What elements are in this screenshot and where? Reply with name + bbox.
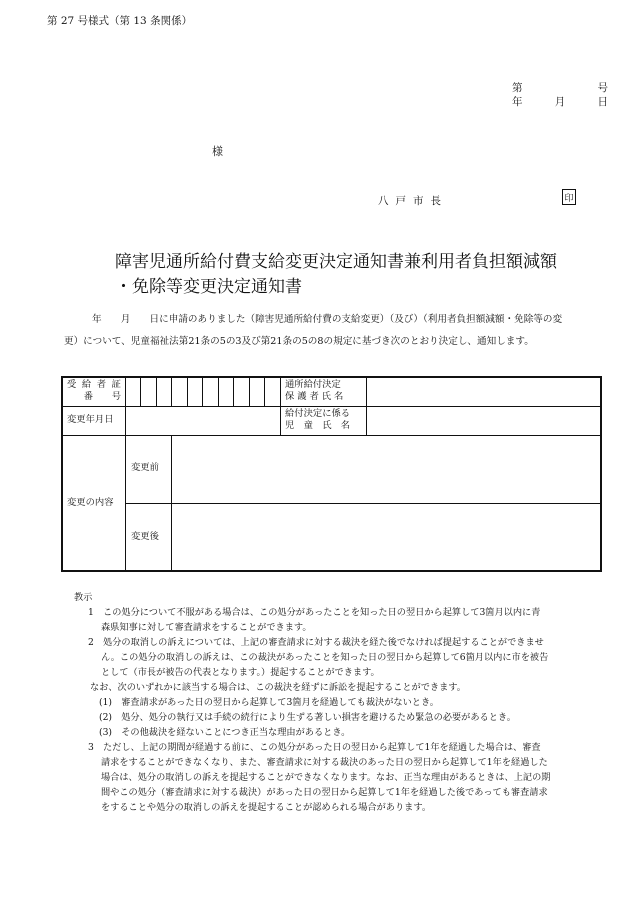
table-divider <box>280 378 281 435</box>
instruction-line: 場合は、処分の取消しの訴えを提起することができなくなります。なお、正当な理由があるときは、上記の期 <box>101 772 551 783</box>
guardian-name-label <box>285 379 363 403</box>
child-name-label-line2: 児 童 氏 名 <box>285 420 351 431</box>
instruction-line: (1) 審査請求があった日の翌日から起算して3箇月を経過しても裁決がないとき。 <box>99 697 439 708</box>
date-month-label: 月 <box>554 96 566 108</box>
table-divider <box>125 503 600 504</box>
instruction-line: として（市長が被告の代表となります。）提起することができます。 <box>101 667 380 678</box>
table-divider <box>125 378 126 570</box>
digit-box-divider <box>264 378 265 406</box>
body-text-line1: 年 月 日に申請のありました（障害児通所給付費の支給変更）（及び）（利用者負担額減額・免除等の変 <box>92 314 563 325</box>
instruction-line: 森県知事に対して審査請求をすることができます。 <box>101 622 312 633</box>
instruction-line: 間やこの処分（審査請求に対する裁決）があった日の翌日から起算して1年を経過した後であっても審査請求 <box>101 787 548 798</box>
digit-box-divider <box>140 378 141 406</box>
digit-box-divider <box>202 378 203 406</box>
digit-box-divider <box>156 378 157 406</box>
label-char: 受 <box>67 379 77 390</box>
addressee-suffix: 様 <box>212 145 223 158</box>
instruction-line: 1 この処分について不服がある場合は、この処分があったことを知った日の翌日から起算して3箇月以内に青 <box>88 607 541 618</box>
digit-box-divider <box>187 378 188 406</box>
issue-date-row <box>512 94 608 109</box>
instruction-line: 請求をすることができなくなり、また、審査請求に対する裁決のあった日の翌日から起算して1年を経過した <box>101 757 548 768</box>
guardian-name-label-line1: 通所給付決定 <box>285 379 341 390</box>
after-change-label: 変更後 <box>131 531 159 542</box>
body-text-line2: 更）について、児童福祉法第21条の5の3及び第21条の5の8の規定に基づき次のとおり決定し、通知します。 <box>64 336 534 347</box>
label-char: 証 <box>111 379 121 390</box>
date-year-label: 年 <box>512 96 523 108</box>
instruction-line: をすることや処分の取消しの訴えを提起することが認められる場合があります。 <box>101 802 432 813</box>
document-title-line1: 障害児通所給付費支給変更決定通知書兼利用者負担額減額 <box>115 252 557 272</box>
seal-mark: 印 <box>562 189 576 205</box>
change-content-label: 変更の内容 <box>67 497 114 508</box>
recipient-number-label-line1 <box>67 379 121 391</box>
digit-box-divider <box>233 378 234 406</box>
document-number-suffix: 号 <box>597 82 608 94</box>
table-divider <box>63 435 600 436</box>
recipient-number-label-line2: 番 号 <box>83 391 121 402</box>
recipient-number-label <box>67 379 121 403</box>
child-name-label <box>285 408 365 432</box>
before-change-label: 変更前 <box>131 462 159 473</box>
instruction-line: なお、次のいずれかに該当する場合は、この裁決を経ずに訴訟を提起することができます。 <box>90 682 466 693</box>
label-char: 者 <box>96 379 107 390</box>
table-divider <box>366 378 367 435</box>
instruction-line: 2 処分の取消しの訴えについては、上記の審査請求に対する裁決を経た後でなければ提起することができませ <box>88 637 544 648</box>
form-number: 第 27 号様式（第 13 条関係） <box>47 15 193 27</box>
document-title-line2: ・免除等変更決定通知書 <box>115 277 302 297</box>
digit-box-divider <box>218 378 219 406</box>
decision-table <box>61 376 602 572</box>
label-char: 給 <box>81 379 92 390</box>
digit-box-divider <box>171 378 172 406</box>
document-number-row <box>512 80 608 95</box>
date-day-label: 日 <box>597 96 608 108</box>
digit-box-divider <box>249 378 250 406</box>
instructions-heading: 教示 <box>74 592 93 603</box>
instruction-line: ん。この処分の取消しの訴えは、この裁決があったことを知った日の翌日から起算して6箇月以内に市を被告 <box>101 652 549 663</box>
table-divider <box>63 406 600 407</box>
instruction-line: 3 ただし、上記の期間が経過する前に、この処分があった日の翌日から起算して1年を経過した場合は、審査 <box>88 742 541 753</box>
issuer-name: 八戸市長 <box>378 195 448 207</box>
instruction-line: (3) その他裁決を経ないことにつき正当な理由があるとき。 <box>99 727 351 738</box>
document-number-prefix: 第 <box>512 82 523 94</box>
change-date-label: 変更年月日 <box>67 414 114 425</box>
child-name-label-line1: 給付決定に係る <box>285 408 351 419</box>
guardian-name-label-line2: 保 護 者 氏 名 <box>285 391 344 402</box>
table-divider <box>171 435 172 570</box>
instruction-line: (2) 処分、処分の執行又は手続の続行により生ずる著しい損害を避けるため緊急の必要があるとき。 <box>99 712 516 723</box>
